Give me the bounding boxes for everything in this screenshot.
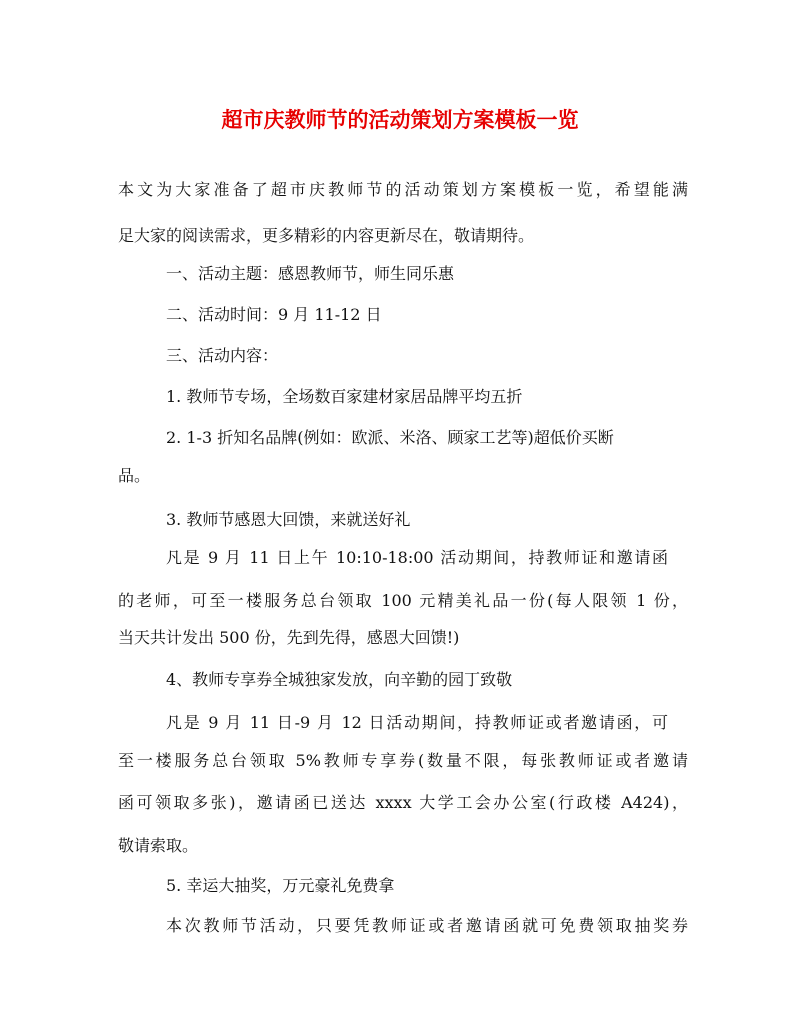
- item-2-line-1: 2. 1-3 折知名品牌(例如：欧派、米洛、顾家工艺等)超低价买断: [166, 428, 614, 447]
- item-3-heading: 3. 教师节感恩大回馈，来就送好礼: [166, 510, 411, 529]
- item-5-heading: 5. 幸运大抽奖，万元豪礼免费拿: [166, 876, 395, 895]
- item-3-detail-line-3: 当天共计发出 500 份，先到先得，感恩大回馈!): [118, 628, 460, 647]
- item-2-line-2: 品。: [118, 466, 151, 485]
- item-3-detail-line-1: 凡是 9 月 11 日上午 10:10-18:00 活动期间，持教师证和邀请函: [166, 548, 668, 567]
- intro-line-1: 本文为大家准备了超市庆教师节的活动策划方案模板一览，希望能满: [118, 180, 688, 199]
- time-line: 二、活动时间：9 月 11-12 日: [166, 305, 382, 324]
- item-1-line: 1. 教师节专场，全场数百家建材家居品牌平均五折: [166, 387, 523, 406]
- item-4-detail-line-4: 敬请索取。: [118, 836, 199, 855]
- item-4-heading: 4、教师专享券全城独家发放，向辛勤的园丁致敬: [166, 670, 513, 689]
- item-3-detail-line-2: 的老师，可至一楼服务总台领取 100 元精美礼品一份(每人限领 1 份，: [118, 591, 688, 610]
- item-4-detail-line-3: 函可领取多张)，邀请函已送达 xxxx 大学工会办公室(行政楼 A424)，: [118, 793, 688, 812]
- item-5-detail-line-1: 本次教师节活动，只要凭教师证或者邀请函就可免费领取抽奖券: [166, 916, 688, 935]
- theme-line: 一、活动主题：感恩教师节，师生同乐惠: [166, 264, 455, 283]
- intro-line-2: 足大家的阅读需求，更多精彩的内容更新尽在，敬请期待。: [118, 226, 535, 245]
- item-4-detail-line-2: 至一楼服务总台领取 5%教师专享券(数量不限，每张教师证或者邀请: [118, 751, 688, 770]
- document-title: 超市庆教师节的活动策划方案模板一览: [221, 107, 579, 132]
- content-heading: 三、活动内容：: [166, 346, 279, 365]
- item-4-detail-line-1: 凡是 9 月 11 日-9 月 12 日活动期间，持教师证或者邀请函，可: [166, 713, 668, 732]
